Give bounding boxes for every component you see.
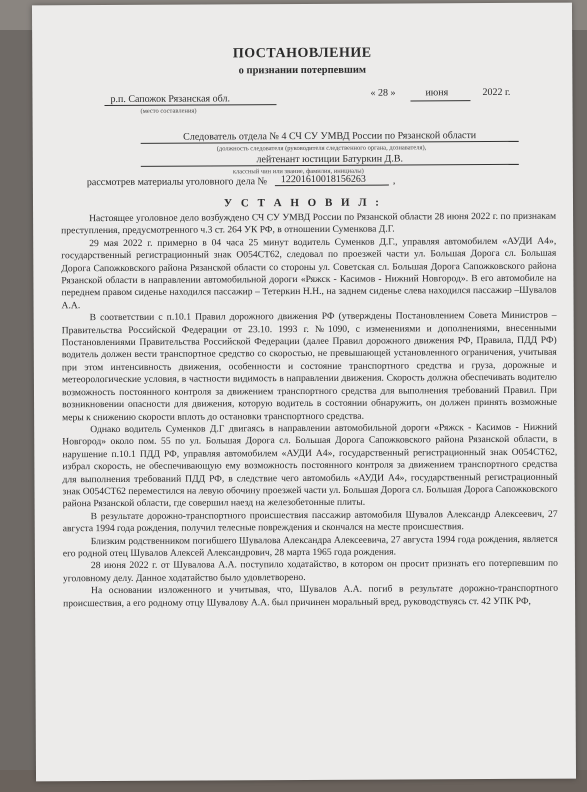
paragraph: Однако водитель Суменков Д.Г двигаясь в направлении автомобильной дороги «Ряжск - Касимов - Нижний Новгород» около пом. 55 по ул. Большая Дорога сл. Большая Дорога Сапожковского района Рязанской области, в нарушение п.10.1 ПДД РФ, управляя автомобилем «АУДИ А4», государственный регистрационный знак О054СТ62, избрал скорость, не обеспечивающую ему возможность постоянного контроля за движением транспортного средства для выполнения требований ПДД РФ, в следствие чего автомобиль «АУДИ А4», государственный регистрационный знак О054СТ62 переместился на левую обочину проезжей части ул. Большая Дорога сл. Большая Дорога Сапожковского района Рязанской области, где совершил наезд на железобетонные плиты. [62, 421, 558, 510]
date-day: « 28 » [370, 87, 396, 99]
rank-caption: классный чин или звание, фамилия, инициалы) [232, 167, 364, 176]
document-title: ПОСТАНОВЛЕНИЕ [232, 45, 372, 62]
case-suffix: , [392, 175, 396, 187]
body-text [61, 211, 558, 611]
place-caption: (место составления) [140, 107, 197, 115]
date-year: 2022 г. [482, 86, 511, 99]
paragraph: В результате дорожно-транспортного происшествия пассажир автомобиля Шувалов Александр Алексеевич, 27 августа 1994 года рождения, получил телесные повреждения и скончался на месте происшествия. [62, 508, 558, 535]
ustanovil-heading: У С Т А Н О В И Л : [224, 196, 382, 210]
official-caption: (должность следователя (руководителя следственного органа, дознавателя), [216, 144, 427, 153]
paragraph: 28 июня 2022 г. от Шувалова А.А. поступило ходатайство, в котором он просит признать его потерпевшим по уголовному делу. Данное ходатайство было удовлетворено. [62, 558, 558, 585]
place-field: р.п. Сапожок Рязанская обл. [104, 93, 276, 106]
rank-field: лейтенант юстиции Батуркин Д.В. [141, 153, 519, 167]
paragraph: В соответствии с п.10.1 Правил дорожного движения РФ (утверждены Постановлением Совета Министров – Правительства Российской Федерации от 23.10. 1993 г. №1090, с изменениями и дополнениями, внесенными Постановлениями Правительства Российской Федерации (далее Правил дорожного движения РФ, Правила, ПДД РФ) водитель должен вести транспортное средство со скоростью, не превышающей установленного ограничения, учитывая при этом интенсивность движения, особенности и состояние транспортного средства и груза, дорожные и метеорологические условия, в частности видимость в направлении движения. Скорость должна обеспечивать водителю возможность постоянного контроля за движением транспортного средства для выполнения требований Правил. При возникновении опасности для движения, которую водитель в состоянии обнаружить, он должен принять возможные меры к снижению скорости вплоть до остановки транспортного средства. [61, 309, 558, 423]
paragraph: Настоящее уголовное дело возбуждено СЧ СУ УМВД России по Рязанской области 28 июня 2022 г. по признакам преступления, предусмотренного ч.3 ст. 264 УК РФ, в отношении Суменкова Д.Г. [61, 210, 557, 237]
document-subtitle: о признании потерпевшим [238, 64, 367, 77]
date-month-underline [410, 100, 470, 101]
document-sheet [32, 3, 576, 782]
case-prefix: рассмотрев материалы уголовного дела № [86, 176, 268, 189]
official-field: Следователь отдела № 4 СЧ СУ УМВД России по Рязанской области [141, 130, 519, 144]
paragraph: 29 мая 2022 г. примерно в 04 часа 25 минут водитель Суменков Д.Г., управляя автомобилем «АУДИ А4», государственный регистрационный знак О054СТ62, следовал по проезжей части ул. Большая Дорога сл. Большая Дорога Сапожковского района Рязанской области со стороны ул. Советская сл. Большая Дорога Сапожковского района Рязанской области в направлении автомобильной дороги «Ряжск - Касимов - Нижний Новгород». В его автомобиле на переднем правом сиденье находился пассажир – Тетеркин Н.Н., на заднем сиденье слева находился пассажир –Шувалов А.А. [61, 235, 557, 312]
paragraph: Близким родственником погибшего Шувалова Александра Алексеевича, 27 августа 1994 года рождения, является его родной отец Шувалов Алексей Александрович, 28 марта 1965 года рождения. [62, 533, 558, 560]
date-month: июня [425, 87, 449, 99]
case-number: 12201610018156263 [275, 174, 389, 187]
paragraph: На основании изложенного и учитывая, что, Шувалов А.А. погиб в результате дорожно-транспортного происшествия, а его родному отцу Шувалову А.А. был причинен моральный вред, руководствуясь ст. 42 УПК РФ, [63, 582, 559, 609]
